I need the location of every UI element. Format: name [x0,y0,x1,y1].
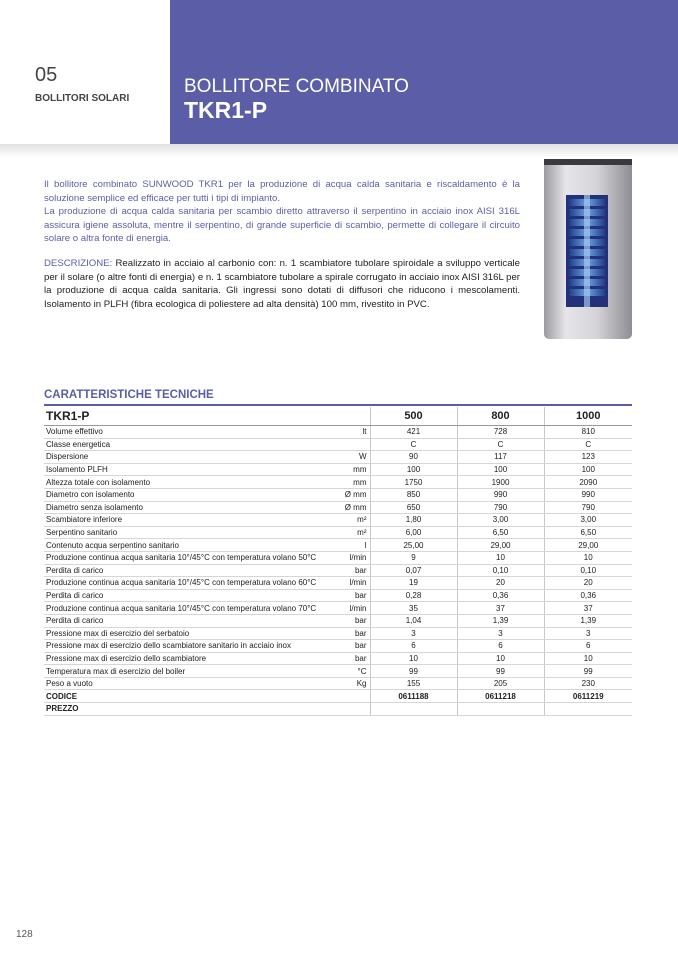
spec-value: 2090 [544,476,632,489]
spec-label: Isolamento PLFH [44,463,324,476]
spec-value [544,703,632,716]
intro-paragraph-1: Il bollitore combinato SUNWOOD TKR1 per la produzione di acqua calda sanitaria e riscaldamento è la soluzione semplice ed efficace per tutti i tipi di impianto. [44,179,520,204]
spec-value: 3 [370,627,457,640]
spec-unit: bar [324,564,370,577]
spec-value: 99 [370,665,457,678]
description [44,257,520,311]
table-row [44,551,632,564]
spec-value: 6 [544,640,632,653]
spec-value: 100 [544,463,632,476]
spec-value: 850 [370,488,457,501]
intro-paragraph-2: La produzione di acqua calda sanitaria per scambio diretto attraverso il serpentino in acciaio inox AISI 316L assicura igiene assoluta, mentre il serpentino, di grande superficie di scambio, permette di collegare il circuito solare o altra fonte di energia. [44,206,520,244]
spec-value: 0611218 [457,690,544,703]
spec-value: 0611219 [544,690,632,703]
spec-unit: m² [324,514,370,527]
spec-label: Contenuto acqua serpentino sanitario [44,539,324,552]
spec-value: 25,00 [370,539,457,552]
product-image [540,155,644,345]
spec-unit: l/min [324,602,370,615]
spec-label: PREZZO [44,703,324,716]
spec-value: 0611188 [370,690,457,703]
specs-column-header: 500 [370,407,457,426]
section-number: 05 [35,64,58,86]
spec-unit: Kg [324,677,370,690]
spec-label: Produzione continua acqua sanitaria 10°/45°C con temperatura volano 70°C [44,602,324,615]
spec-value: 790 [544,501,632,514]
spec-value: 0,28 [370,589,457,602]
spec-value: 117 [457,451,544,464]
spec-label: Serpentino sanitario [44,526,324,539]
spec-unit: °C [324,665,370,678]
spec-label: Pressione max di esercizio dello scambiatore [44,652,324,665]
spec-value: 3 [457,627,544,640]
spec-value: C [370,438,457,451]
header-left-panel [0,0,170,144]
spec-value: 1,39 [457,614,544,627]
spec-value [457,703,544,716]
spec-value: 0,36 [457,589,544,602]
spec-label: Diametro con isolamento [44,488,324,501]
spec-value: 6,00 [370,526,457,539]
table-row [44,476,632,489]
spec-value: 29,00 [544,539,632,552]
spec-value: 6 [457,640,544,653]
table-row [44,463,632,476]
spec-value: 10 [544,551,632,564]
product-category-title: BOLLITORE COMBINATO [184,76,409,97]
spec-unit: bar [324,652,370,665]
table-row [44,703,632,716]
table-row [44,677,632,690]
spec-value: 0,10 [457,564,544,577]
spec-value: 29,00 [457,539,544,552]
table-row [44,539,632,552]
spec-value: 790 [457,501,544,514]
spec-value: 990 [544,488,632,501]
spec-value: 100 [457,463,544,476]
table-row [44,564,632,577]
spec-unit: Ø mm [324,501,370,514]
spec-label: Classe energetica [44,438,324,451]
spec-value: 3,00 [457,514,544,527]
table-row [44,640,632,653]
table-row [44,577,632,590]
spec-label: Produzione continua acqua sanitaria 10°/45°C con temperatura volano 60°C [44,577,324,590]
spec-value: 810 [544,426,632,439]
spec-value: 6,50 [457,526,544,539]
spec-value: 650 [370,501,457,514]
spec-label: Pressione max di esercizio del serbatoio [44,627,324,640]
specs-column-header: 1000 [544,407,632,426]
spec-value: 10 [457,551,544,564]
spec-unit [324,703,370,716]
spec-value: 37 [544,602,632,615]
spec-label: Perdita di carico [44,589,324,602]
table-row [44,438,632,451]
table-row [44,652,632,665]
spec-value: 728 [457,426,544,439]
spec-value: 1750 [370,476,457,489]
specs-unit-header [324,407,370,426]
table-row [44,602,632,615]
spec-value: 0,36 [544,589,632,602]
spec-value: 90 [370,451,457,464]
spec-value: C [457,438,544,451]
spec-unit: bar [324,627,370,640]
section-name: BOLLITORI SOLARI [35,93,130,104]
spec-value: 99 [544,665,632,678]
spec-value: 6 [370,640,457,653]
product-model-title: TKR1-P [184,97,268,123]
spec-unit: W [324,451,370,464]
spec-value: 0,10 [544,564,632,577]
spec-label: Volume effettivo [44,426,324,439]
specs-column-header: 800 [457,407,544,426]
spec-unit: l/min [324,577,370,590]
table-row [44,514,632,527]
spec-label: Scambiatore inferiore [44,514,324,527]
specs-title: CARATTERISTICHE TECNICHE [44,389,214,401]
specs-header-row [44,407,632,426]
spec-label: CODICE [44,690,324,703]
table-row [44,665,632,678]
spec-value: 230 [544,677,632,690]
spec-value: 10 [370,652,457,665]
spec-value: 3 [544,627,632,640]
table-row [44,451,632,464]
spec-value [370,703,457,716]
spec-value: 20 [457,577,544,590]
spec-label: Altezza totale con isolamento [44,476,324,489]
spec-value: 19 [370,577,457,590]
spec-value: 0,07 [370,564,457,577]
spec-value: 9 [370,551,457,564]
spec-value: 990 [457,488,544,501]
spec-value: 35 [370,602,457,615]
spec-value: 6,50 [544,526,632,539]
spec-value: 1900 [457,476,544,489]
spec-value: 1,39 [544,614,632,627]
table-row [44,426,632,439]
description-text: Realizzato in acciaio al carbonio con: n. 1 scambiatore tubolare spiroidale a sviluppo verticale per il solare (o altre fonti di energia) e n. 1 scambiatore tubolare a spirale corrugato in acciaio inox AISI 316L per la produzione di acqua calda sanitaria. Gli ingressi sono dotati di diffusori che riducono i mescolamenti. Isolamento in PLFH (fibra ecologica di poliestere ad alta densità) 100 mm, rivestito in PVC. [44,258,520,310]
spec-value: 205 [457,677,544,690]
spec-unit: bar [324,640,370,653]
spec-unit: l [324,539,370,552]
table-row [44,526,632,539]
spec-label: Pressione max di esercizio dello scambiatore sanitario in acciaio inox [44,640,324,653]
spec-value: 1,04 [370,614,457,627]
spec-unit: bar [324,589,370,602]
table-row [44,614,632,627]
spec-unit: l/min [324,551,370,564]
spec-label: Dispersione [44,451,324,464]
spec-value: 100 [370,463,457,476]
spec-value: 421 [370,426,457,439]
spec-unit: Ø mm [324,488,370,501]
table-row [44,627,632,640]
description-label: DESCRIZIONE: [44,258,113,269]
spec-unit: bar [324,614,370,627]
specs-divider [44,404,632,406]
intro-text [44,178,520,246]
specs-table [44,407,632,716]
spec-unit [324,438,370,451]
spec-value: 10 [457,652,544,665]
page-number: 128 [16,929,33,940]
spec-value: 155 [370,677,457,690]
table-row [44,488,632,501]
spec-label: Diametro senza isolamento [44,501,324,514]
spec-value: 3,00 [544,514,632,527]
spec-value: 37 [457,602,544,615]
spec-label: Perdita di carico [44,564,324,577]
spec-value: 123 [544,451,632,464]
spec-unit: mm [324,463,370,476]
spec-label: Produzione continua acqua sanitaria 10°/45°C con temperatura volano 50°C [44,551,324,564]
spec-value: 20 [544,577,632,590]
spec-label: Perdita di carico [44,614,324,627]
spec-label: Temperatura max di esercizio del boiler [44,665,324,678]
spec-label: Peso a vuoto [44,677,324,690]
spec-value: 10 [544,652,632,665]
table-row [44,589,632,602]
spec-value: 99 [457,665,544,678]
spec-unit: lt [324,426,370,439]
table-row [44,690,632,703]
spec-value: C [544,438,632,451]
table-row [44,501,632,514]
spec-unit: mm [324,476,370,489]
spec-unit: m² [324,526,370,539]
spec-value: 1,80 [370,514,457,527]
specs-model: TKR1-P [44,407,324,426]
spec-unit [324,690,370,703]
